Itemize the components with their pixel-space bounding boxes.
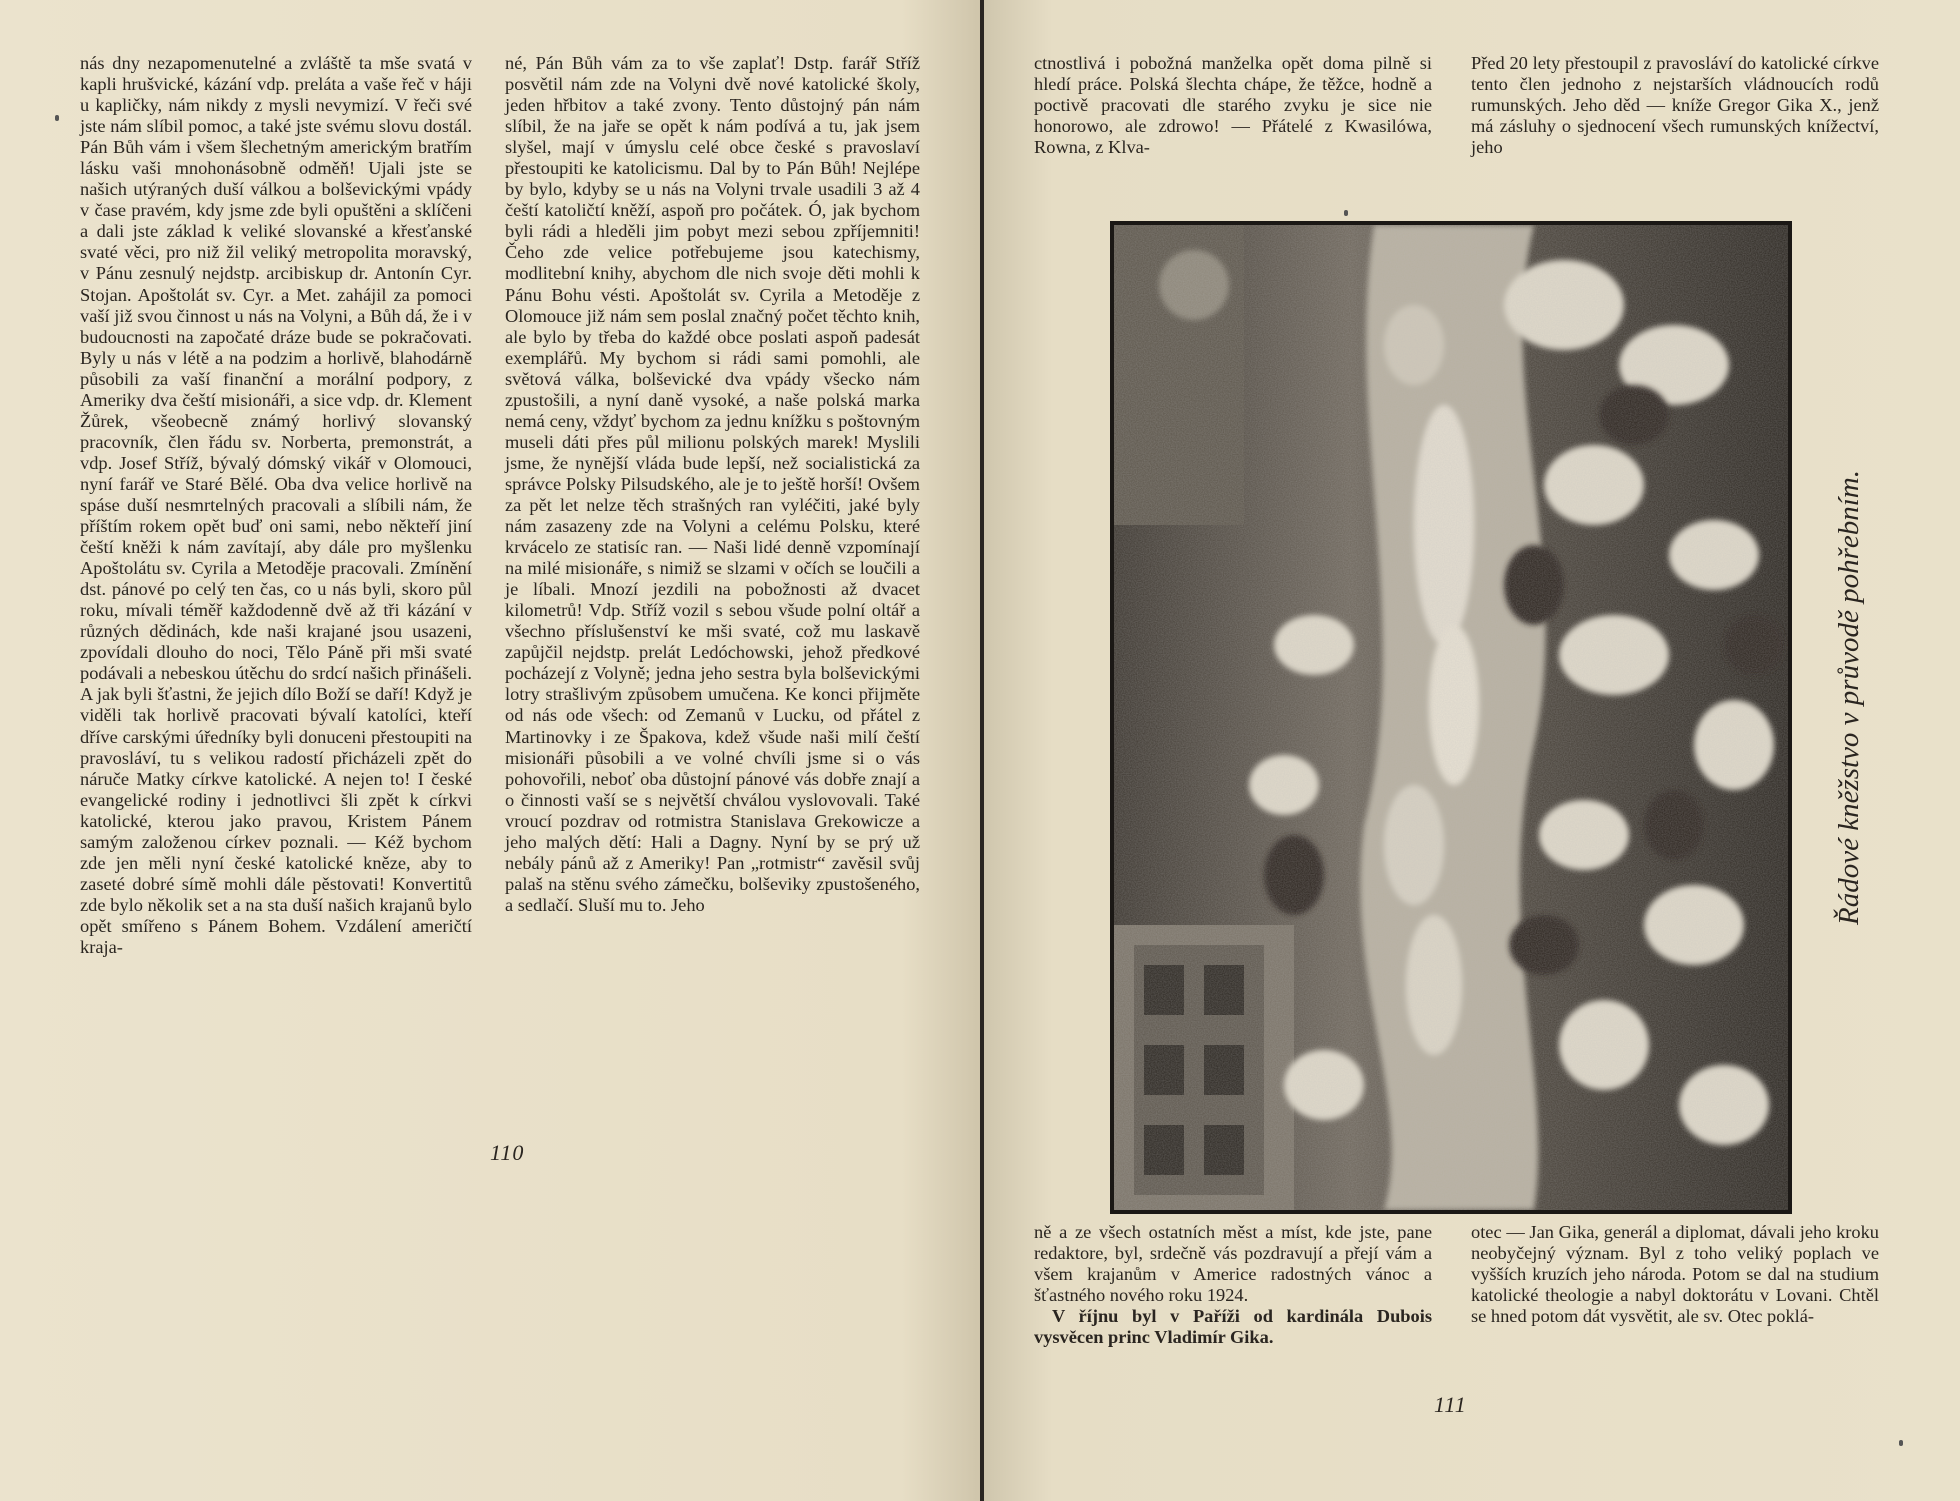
margin-mark bbox=[1344, 210, 1348, 216]
photo-funeral-procession bbox=[1114, 225, 1788, 1210]
left-col2-text: né, Pán Bůh vám za to vše zaplať! Dstp. farář Stříž posvětil nám zde na Volyni dvě nové katolické školy, jeden hřbitov a také zvony. Tento důstojný pán nám slíbil, že na jaře se opět k nám podívá a tu, jak jsem slyšel, mají v úmyslu celé obce české s pravoslaví přestoupiti ke katolicismu. Dal by to Pán Bůh! Nejlépe by bylo, kdyby se u nás na Volyni trvale usadili 3 až 4 čeští katoličtí kněží, aspoň pro počátek. Ó, jak bychom byli rádi a hleděli jim pobyt mezi sebou zpříjemniti! Čeho zde velice potřebujeme jsou katechismy, modlitební knihy, abychom dle nich svoje děti mohli k Pánu Bohu vésti. Apoštolát sv. Cyrila a Metoděje z Olomouce již nám sem poslal značný počet těchto knih, ale bylo by třeba do každé obce poslati aspoň padesát exemplářů. My bychom si rádi sami pomohli, ale světová válka, bolševické dva vpády všecko nám zpustošili, a nyní daně vysoké, a naše polská marka nemá ceny, vždyť bychom za jednu knížku s poštovným museli dáti přes půl milionu polských marek! Myslili jsme, že nynější vláda bude lepší, než socialistická za správce Polsky Pilsudského, ale je to ještě horší! Ovšem za pět let nelze těch strašných ran vyléčiti, jaké byly nám zasazeny zde na Volyni a celému Polsku, které krvácelo ze statisíc ran. — Naši lidé denně vzpomínají na milé misionáře, s nimiž se slzami v očích se loučili a je líbali. Mnozí jezdili na pobožnosti až dvacet kilometrů! Vdp. Stříž vozil s sebou všude polní oltář a všechno příslušenství ke mši svaté, což mu laskavě zapůjčil nejdstp. prelát Ledóchowski, jehož předkové pocházejí z Volyně; jedna jeho sestra byla bolševickými lotry strašlivým způsobem umučena. Ke konci přijměte od nás ode všech: od Zemanů v Lucku, od přátel z Martinovky i ze Špakova, kdež všude naši milí čeští misionáři působili a ve volné chvíli jsme si o vás pohovořili, neboť oba důstojní pánové vás dobře znají a o činnosti vaší se s největší chválou vyslovovali. Také vroucí pozdrav od rotmistra Stanislava Grekowicze a jeho malých dětí: Hali a Dagny. Nyní by se prý už nebály pánů až z Ameriky! Pan „rotmistr“ zavěsil svůj palaš na stěnu svého zámečku, bolševiky zpustošeného, a sedlačí. Sluší mu to. Jeho bbox=[505, 53, 920, 915]
right-top-column-1 bbox=[1034, 53, 1432, 158]
photo-image-icon bbox=[1114, 225, 1788, 1210]
left-col1-text: nás dny nezapomenutelné a zvláště ta mše svatá v kapli hrušvické, kázání vdp. preláta a vaše řeč v háji u kapličky, nám nikdy z mysli nevymizí. V řeči své jste nám slíbil pomoc, a také jste svému slovu dostál. Pán Bůh vám i všem šlechetným americkým bratřím lásku vaši mnohonásobně odměň! Ujali jste se našich utýraných duší válkou a bolševickými vpády v čase pravém, kdy jsme zde byli opuštěni a sklíčeni a dali jste základ k veliké slovanské a křesťanské svaté věci, pro niž žil veliký metropolita moravský, v Pánu zesnulý nejdstp. arcibiskup dr. Antonín Cyr. Stojan. Apoštolát sv. Cyr. a Met. zahájil za pomoci vaší již svou činnost u nás na Volyni, a Bůh dá, že i v budoucnosti na započaté dráze bude se pokračovati. Byly u nás v létě a na podzim a horlivě, blahodárně působili za vaší finanční a morální podpory, z Ameriky dva čeští misionáři, a sice vdp. dr. Klement Žůrek, všeobecně známý horlivý slovanský pracovník, člen řádu sv. Norberta, premonstrát, a vdp. Josef Stříž, bývalý dómský vikář v Olomouci, nyní farář ve Staré Bělé. Oba dva velice horlivě na spáse duší nesmrtelných pracovali a slíbili nám, že příštím rokem opět buď oni sami, nebo někteří jiní čeští kněži k nám zavítají, aby dále pro myšlenku Apoštolátu sv. Cyrila a Metoděje pracovali. Zmínění dst. pánové po celý ten čas, co u nás byli, skoro půl roku, mívali téměř každodenně dvě až tři kázání v různých dědinách, kde naši krajané jsou usazeni, zpovídali dlouho do noci, Tělo Páně při mši svaté podávali a nebeskou útěchu do srdcí našich přinášeli. A jak byli šťastni, že jejich dílo Boží se daří! Když je viděli tak horlivě pracovati bývalí katolíci, kteří dříve carskými úředníky byli donuceni přestoupiti na pravosláví, tu s velikou radostí přicházeli zpět do náruče Matky církve katolické. A nejen to! I české evangelické rodiny i jednotlivci šli zpět k církvi katolické, kterou jako pravou, Kristem Pánem samým založenou církev poznali. — Kéž bychom zde jen měli nyní české katolické kněze, aby to zaseté dobré símě mohli dále pěstovati! Konvertitů zde bylo několik set a na sta duší našich krajanů bylo opět smířeno s Pánem Bohem. Vzdálení američtí kraja- bbox=[80, 53, 472, 957]
right-bottom-col2-text: otec — Jan Gika, generál a diplomat, dávali jeho kroku neobyčejný význam. Byl z toho veliký poplach ve vyšších kruzích jeho národa. Potom se dal na studium katolické theologie a nabyl doktorátu v Lovani. Chtěl se hned potom dát vysvětit, ale sv. Otec poklá- bbox=[1471, 1222, 1879, 1327]
announcement-bold-text: V říjnu byl v Paříži od kardinála Dubois vysvěcen princ Vladimír Gika. bbox=[1034, 1306, 1432, 1348]
left-page-number: 110 bbox=[490, 1140, 525, 1165]
announcement-bold-paragraph bbox=[1034, 1306, 1432, 1348]
right-page-number: 111 bbox=[1434, 1392, 1467, 1417]
right-bottom-column-2 bbox=[1471, 1222, 1879, 1327]
right-bottom-col1-text: ně a ze všech ostatních měst a míst, kde jste, pane redaktore, byl, srdečně vás pozdravují a přejí vám a všem krajanům v Americe radostných vánoc a šťastného nového roku 1924. bbox=[1034, 1222, 1432, 1306]
right-top-col1-text: ctnostlivá i pobožná manželka opět doma pilně si hledí práce. Polská šlechta chápe, že těžce, hodně a poctivě pracovati dle starého zvyku je sice nie honorowo, ale zdrowo! — Přátelé z Kwasilówa, Rowna, z Klva- bbox=[1034, 53, 1432, 158]
left-column-1 bbox=[80, 53, 472, 958]
photo-caption: Řádové kněžstvo v průvodě pohřebním. bbox=[1833, 470, 1865, 926]
right-page bbox=[984, 0, 1960, 1501]
right-top-col2-text: Před 20 lety přestoupil z pravosláví do katolické církve tento člen jednoho z nejstarších vládnoucích rodů rumunských. Jeho děd — kníže Gregor Gika X., jenž má zásluhy o sjednocení všech rumunských knížectví, jeho bbox=[1471, 53, 1879, 158]
margin-mark bbox=[55, 115, 59, 121]
right-top-column-2 bbox=[1471, 53, 1879, 158]
right-bottom-column-1 bbox=[1034, 1222, 1432, 1348]
left-column-2 bbox=[505, 53, 920, 916]
margin-mark bbox=[1899, 1440, 1903, 1446]
